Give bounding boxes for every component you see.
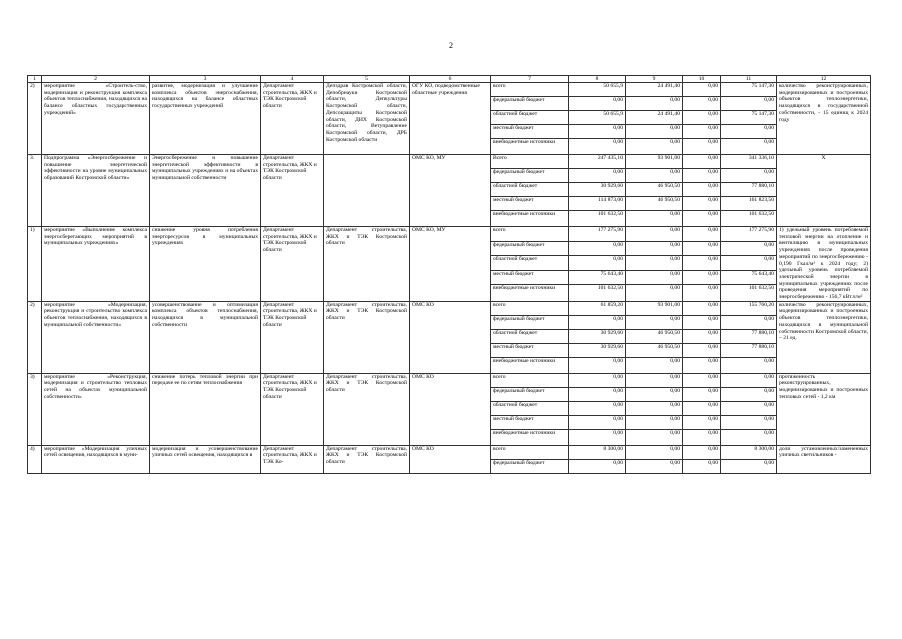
funding-source: всего [491, 227, 569, 242]
funding-source: внебюджетные источники [491, 429, 569, 445]
column-header: 9 [626, 76, 683, 83]
item-number: 2) [28, 301, 42, 373]
value-cell: 0,00 [683, 401, 721, 415]
value-cell: 24 491,40 [626, 83, 683, 97]
value-cell: 77 880,10 [721, 343, 777, 357]
item-purpose: усовершенствование и оптимизация комплекса объектов теплоснабжения, находящихся в муниципальной собственности [150, 301, 261, 373]
value-cell: 0,00 [626, 357, 683, 373]
value-cell: 0,00 [626, 285, 683, 302]
value-cell: 0,00 [569, 357, 626, 373]
item-participants: ОМС КО [410, 373, 491, 445]
item-name: мероприятие «Модернизация уличных сетей освещения, находящихся в муни- [42, 445, 150, 473]
funding-source: всего [491, 373, 569, 387]
value-cell: 0,00 [721, 415, 777, 429]
column-header: 11 [721, 76, 777, 83]
value-cell: 0,00 [721, 315, 777, 329]
item-name: мероприятие «Реконструкция, модернизация и строительство тепловых сетей на объектах муниципальной собственности» [42, 373, 150, 445]
value-cell: 161 823,50 [721, 197, 777, 211]
expected-result: доля установленных/замененных уличных светильников - [777, 445, 871, 473]
table-row [28, 373, 871, 387]
value-cell: 0,00 [683, 227, 721, 242]
funding-source: внебюджетные источники [491, 139, 569, 155]
value-cell: 30 929,60 [569, 329, 626, 343]
table-row [28, 301, 871, 315]
value-cell: 0,00 [569, 459, 626, 473]
value-cell: 0,00 [626, 387, 683, 401]
value-cell: 0,00 [721, 125, 777, 139]
value-cell: 0,00 [721, 139, 777, 155]
item-purpose: снижение потерь тепловой энергии при передаче ее по сетям теплоснабжения [150, 373, 261, 445]
item-executor: Департамент строительства, ЖКХ и ТЭК Костромской области [324, 445, 410, 473]
table-row [28, 227, 871, 242]
value-cell: 0,00 [626, 445, 683, 459]
column-header: 2 [42, 76, 150, 83]
value-cell: 0,00 [683, 183, 721, 197]
value-cell: 77 880,10 [721, 329, 777, 343]
expected-result: X [777, 155, 871, 227]
value-cell: 0,00 [569, 373, 626, 387]
value-cell: 0,00 [683, 429, 721, 445]
column-header: 6 [410, 76, 491, 83]
column-number-row [28, 76, 871, 83]
value-cell: 0,00 [626, 315, 683, 329]
funding-source: внебюджетные источники [491, 211, 569, 227]
value-cell: 0,00 [683, 83, 721, 97]
funding-source: областной бюджет [491, 401, 569, 415]
item-coordinator: Департамент строительства, ЖКХ и ТЭК Костромской области [261, 227, 324, 302]
value-cell: 0,00 [569, 241, 626, 256]
item-number: 3) [28, 373, 42, 445]
value-cell: 177 275,90 [569, 227, 626, 242]
value-cell: 0,00 [626, 169, 683, 183]
value-cell: 0,00 [683, 357, 721, 373]
value-cell: 155 760,20 [721, 301, 777, 315]
table-row [28, 445, 871, 459]
value-cell: 101 632,50 [721, 285, 777, 302]
value-cell: 0,00 [683, 415, 721, 429]
value-cell: 0,00 [721, 429, 777, 445]
item-name: Подпрограмма «Энергосбережение и повышение энергетической эффективности на уровне муниципальных образований Костромской области» [42, 155, 150, 227]
value-cell: 101 632,50 [721, 211, 777, 227]
value-cell: 50 655,9 [569, 111, 626, 125]
funding-source: федеральный бюджет [491, 169, 569, 183]
column-header: 4 [261, 76, 324, 83]
value-cell: 0,00 [683, 155, 721, 169]
value-cell: 46 950,50 [626, 329, 683, 343]
value-cell: 0,00 [626, 125, 683, 139]
value-cell: 0,00 [683, 315, 721, 329]
value-cell: 0,00 [683, 445, 721, 459]
table-row [28, 83, 871, 97]
item-executor: Депздрав Костромской области, Депобрнауки Костромской области, Депкультуры Костромской области, Депсоцзащиты Костромской области, ДИХ Костромской области, Ветуправление Костромской области, ДРБ Костромской области [324, 83, 410, 155]
value-cell: 0,00 [683, 270, 721, 285]
value-cell: 0,00 [683, 373, 721, 387]
item-purpose: развитие, модернизация и улучшение комплекса объектов энергоснабжения, находящихся на балансе областных государственных учреждений [150, 83, 261, 155]
value-cell: 0,00 [626, 139, 683, 155]
page-number: 2 [449, 41, 453, 50]
value-cell: 0,00 [683, 197, 721, 211]
value-cell: 0,00 [721, 459, 777, 473]
funding-source: местный бюджет [491, 415, 569, 429]
expected-result: 1) удельный уровень потребляемой тепловой энергии на отопление и вентиляцию в муниципальных учреждениях после проведения мероприятий по энергосбережению - 0,190 Гкал/м² к 2024 году; 2) удельный уровень потребляемой электрической энергии в муниципальных учреждениях после проведения мероприятий по энергосбережению - 156,7 кВт.ч/м² [777, 227, 871, 302]
value-cell: 8 300,00 [569, 445, 626, 459]
value-cell: 0,00 [626, 227, 683, 242]
table-row [28, 155, 871, 169]
value-cell: 0,00 [626, 97, 683, 111]
value-cell: 0,00 [626, 429, 683, 445]
item-purpose: Энергосбережение и повышение энергетической эффективности в муниципальных учреждениях и на объектах муниципальной собственности [150, 155, 261, 227]
value-cell: 0,00 [683, 97, 721, 111]
expected-result: протяженность реконструированных, модернизированных и построенных тепловых сетей - 1,2 км [777, 373, 871, 445]
value-cell: 0,00 [626, 211, 683, 227]
funding-source: внебюджетные источники [491, 285, 569, 302]
value-cell: 0,00 [569, 256, 626, 271]
funding-source: федеральный бюджет [491, 387, 569, 401]
value-cell: 0,00 [569, 429, 626, 445]
funding-source: Всего [491, 155, 569, 169]
value-cell: 0,00 [569, 169, 626, 183]
value-cell: 0,00 [721, 357, 777, 373]
item-purpose: снижение уровня потребления энергоресурсов в муниципальных учреждениях [150, 227, 261, 302]
value-cell: 341 336,10 [721, 155, 777, 169]
value-cell: 0,00 [683, 285, 721, 302]
value-cell: 0,00 [721, 97, 777, 111]
value-cell: 0,00 [626, 256, 683, 271]
value-cell: 247 435,10 [569, 155, 626, 169]
value-cell: 177 275,90 [721, 227, 777, 242]
column-header: 8 [569, 76, 626, 83]
value-cell: 0,00 [683, 241, 721, 256]
item-name: мероприятие «Строитель-ство, модернизация и реконструкция комплекса объектов теплоснабжения, находящихся на балансе областных государственных учреждений» [42, 83, 150, 155]
value-cell: 0,00 [683, 211, 721, 227]
item-participants: ОМС КО, МУ [410, 227, 491, 302]
expected-result: количество реконструированных, модернизированных и построенных объектов теплоэнергетики, находящихся в муниципальной собственности Костромской области, – 21 ед. [777, 301, 871, 373]
value-cell: 0,00 [569, 415, 626, 429]
value-cell: 46 950,50 [626, 183, 683, 197]
funding-source: областной бюджет [491, 256, 569, 271]
value-cell: 75 147,30 [721, 111, 777, 125]
expected-result: количество реконструированных, модернизированных и построенных объектов теплоэнергетики, находящихся в государственной собственности, - 15 единиц к 2024 году [777, 83, 871, 155]
value-cell: 114 873,00 [569, 197, 626, 211]
value-cell: 8 300,00 [721, 445, 777, 459]
value-cell: 0,00 [683, 387, 721, 401]
funding-source: федеральный бюджет [491, 241, 569, 256]
funding-source: местный бюджет [491, 197, 569, 211]
column-header: 10 [683, 76, 721, 83]
value-cell: 0,00 [626, 415, 683, 429]
value-cell: 61 859,20 [569, 301, 626, 315]
value-cell: 0,00 [721, 401, 777, 415]
value-cell: 0,00 [721, 169, 777, 183]
value-cell: 50 655,9 [569, 83, 626, 97]
value-cell: 0,00 [683, 111, 721, 125]
value-cell: 0,00 [683, 343, 721, 357]
value-cell: 0,00 [683, 125, 721, 139]
item-participants: ОМС КО, МУ [410, 155, 491, 227]
value-cell: 93 901,00 [626, 301, 683, 315]
funding-source: областной бюджет [491, 111, 569, 125]
program-table [27, 75, 871, 474]
value-cell: 0,00 [626, 459, 683, 473]
funding-source: местный бюджет [491, 125, 569, 139]
column-header: 1 [28, 76, 42, 83]
funding-source: федеральный бюджет [491, 315, 569, 329]
item-coordinator: Департамент строительства, ЖКХ и ТЭК Костромской области [261, 373, 324, 445]
column-header: 7 [491, 76, 569, 83]
item-number: 4) [28, 445, 42, 473]
value-cell: 0,00 [683, 459, 721, 473]
funding-source: областной бюджет [491, 183, 569, 197]
value-cell: 93 901,00 [626, 155, 683, 169]
value-cell: 0,00 [721, 256, 777, 271]
value-cell: 0,00 [683, 301, 721, 315]
funding-source: федеральный бюджет [491, 97, 569, 111]
value-cell: 0,00 [721, 387, 777, 401]
funding-source: областной бюджет [491, 329, 569, 343]
value-cell: 77 880,10 [721, 183, 777, 197]
value-cell: 0,00 [683, 169, 721, 183]
value-cell: 0,00 [683, 256, 721, 271]
item-executor: Департамент строительства, ЖКХ и ТЭК Костромской области [324, 227, 410, 302]
item-name: мероприятие «Модернизация, реконструкция и строительство комплекса объектов теплоснабжения, находящихся в муниципальной собственности» [42, 301, 150, 373]
value-cell: 30 929,60 [569, 183, 626, 197]
item-executor [324, 155, 410, 227]
column-header: 3 [150, 76, 261, 83]
item-coordinator: Департамент строительства, ЖКХ и ТЭК Ко- [261, 445, 324, 473]
value-cell: 0,00 [626, 270, 683, 285]
funding-source: всего [491, 301, 569, 315]
value-cell: 0,00 [569, 387, 626, 401]
item-number: 2) [28, 83, 42, 155]
item-coordinator: Департамент строительства, ЖКХ и ТЭК Костромской области [261, 155, 324, 227]
value-cell: 46 950,50 [626, 197, 683, 211]
item-executor: Департамент строительства, ЖКХ и ТЭК Костромской области [324, 373, 410, 445]
item-number: 3. [28, 155, 42, 227]
value-cell: 101 632,50 [569, 211, 626, 227]
value-cell: 0,00 [569, 315, 626, 329]
item-participants: ОГУ КО, подведомственные областные учреждения [410, 83, 491, 155]
value-cell: 0,00 [569, 125, 626, 139]
item-participants: ОМС КО [410, 445, 491, 473]
value-cell: 75 643,40 [569, 270, 626, 285]
value-cell: 30 929,60 [569, 343, 626, 357]
value-cell: 0,00 [721, 373, 777, 387]
value-cell: 75 147,30 [721, 83, 777, 97]
column-header: 12 [777, 76, 871, 83]
value-cell: 24 491,40 [626, 111, 683, 125]
value-cell: 75 643,40 [721, 270, 777, 285]
funding-source: всего [491, 445, 569, 459]
funding-source: местный бюджет [491, 343, 569, 357]
funding-source: местный бюджет [491, 270, 569, 285]
value-cell: 0,00 [626, 241, 683, 256]
item-coordinator: Департамент строительства, ЖКХ и ТЭК Костромской области [261, 83, 324, 155]
value-cell: 101 632,50 [569, 285, 626, 302]
value-cell: 0,00 [683, 139, 721, 155]
item-coordinator: Департамент строительства, ЖКХ и ТЭК Костромской области [261, 301, 324, 373]
funding-source: внебюджетные источники [491, 357, 569, 373]
value-cell: 0,00 [721, 241, 777, 256]
value-cell: 0,00 [626, 373, 683, 387]
item-purpose: модернизация и усовершенствование уличных сетей освещения, находящихся в [150, 445, 261, 473]
value-cell: 0,00 [569, 401, 626, 415]
column-header: 5 [324, 76, 410, 83]
item-participants: ОМС КО [410, 301, 491, 373]
value-cell: 46 950,50 [626, 343, 683, 357]
item-number: 1) [28, 227, 42, 302]
value-cell: 0,00 [683, 329, 721, 343]
funding-source: федеральный бюджет [491, 459, 569, 473]
value-cell: 0,00 [626, 401, 683, 415]
item-name: мероприятие «Выполнение комплекса энергосберегающих мероприятий в муниципальных учреждениях» [42, 227, 150, 302]
funding-source: всего [491, 83, 569, 97]
item-executor: Департамент строительства, ЖКХ и ТЭК Костромской области [324, 301, 410, 373]
value-cell: 0,00 [569, 139, 626, 155]
value-cell: 0,00 [569, 97, 626, 111]
